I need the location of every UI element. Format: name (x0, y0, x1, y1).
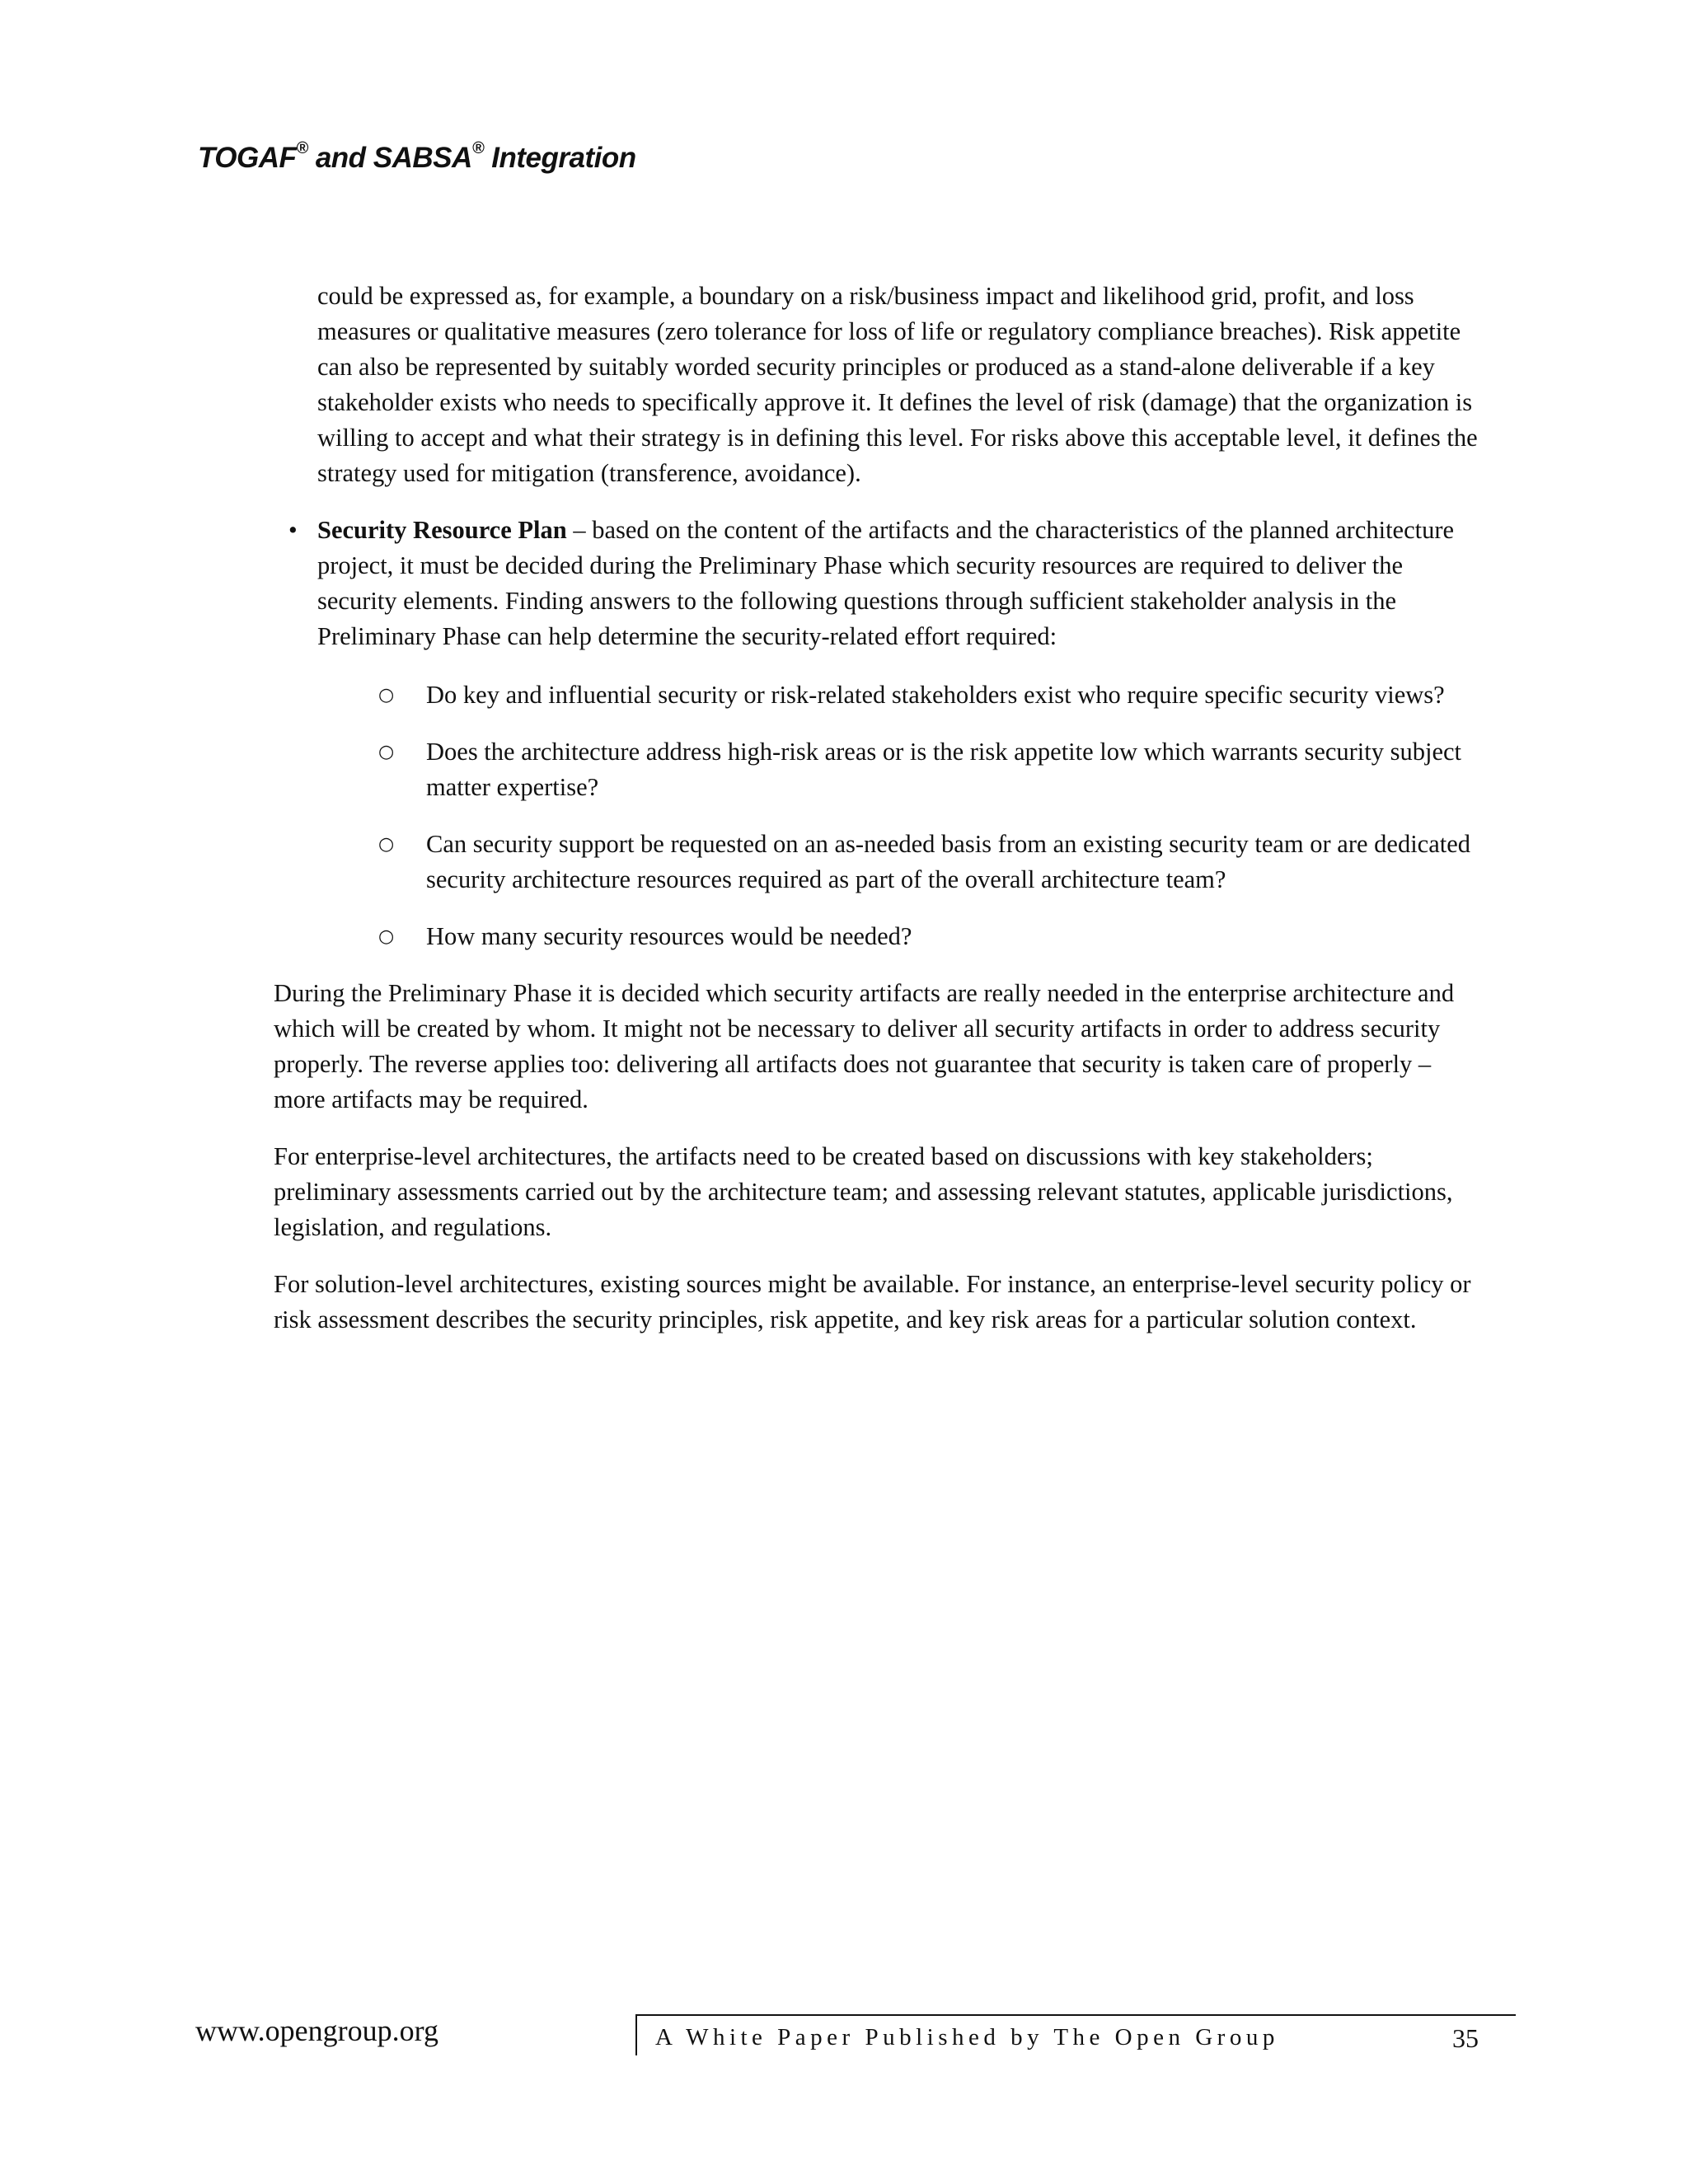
bullet-text: – based on the content of the artifacts and the characteristics of the planned architecture project, it must be decided during the Preliminary Phase which security resources are required to deliver the security elements. Finding answers to the following questions through sufficient stakeholder analysis in the Preliminary Phase can help determine the security-related effort required: (317, 516, 1455, 650)
bullet-item-security-resource-plan (288, 513, 1485, 654)
registered-mark: ® (471, 139, 485, 158)
bullet-marker: • (288, 516, 298, 544)
footer-website-link[interactable]: www.opengroup.org (195, 2014, 438, 2047)
hollow-circle-bullet: ○ (378, 742, 395, 762)
list-item (378, 919, 1485, 954)
header-title-sabsa: and SABSA (307, 142, 472, 174)
footer-publisher-text: A White Paper Published by The Open Group (655, 2024, 1279, 2050)
footer-divider-vertical (635, 2014, 637, 2055)
question-text: Can security support be requested on an as-needed basis from an existing security team or are dedicated security architecture resources required as part of the overall architecture team? (426, 830, 1471, 893)
hollow-circle-bullet: ○ (378, 926, 395, 947)
question-text: Do key and influential security or risk-related stakeholders exist who require specific security views? (426, 681, 1445, 709)
bullet-term: Security Resource Plan (317, 516, 567, 544)
header-title-togaf: TOGAF (198, 142, 297, 174)
page-body (274, 279, 1485, 1359)
paragraph-preliminary-phase: During the Preliminary Phase it is decided which security artifacts are really needed in the enterprise architecture and which will be created by whom. It might not be necessary to deliver all security artifacts in order to address security properly. The reverse applies too: delivering all artifacts does not guarantee that security is taken care of properly – more artifacts may be required. (274, 979, 1455, 1113)
question-list (378, 677, 1485, 954)
page-number: 35 (1452, 2023, 1479, 2053)
question-text: How many security resources would be needed? (426, 922, 912, 950)
registered-mark: ® (296, 139, 308, 158)
hollow-circle-bullet: ○ (378, 685, 395, 705)
paragraph-solution-level: For solution-level architectures, existing sources might be available. For instance, an enterprise-level security policy or risk assessment describes the security principles, risk appetite, and key risk areas for a particular solution context. (274, 1270, 1471, 1333)
document-header-title (198, 139, 636, 175)
intro-paragraph: could be expressed as, for example, a boundary on a risk/business impact and likelihood grid, profit, and loss measures or qualitative measures (zero tolerance for loss of life or regulatory compliance breaches). Risk appetite can also be represented by suitably worded security principles or produced as a stand-alone deliverable if a key stakeholder exists who needs to specifically approve it. It defines the level of risk (damage) that the organization is willing to accept and what their strategy is in defining this level. For risks above this acceptable level, it defines the strategy used for mitigation (transference, avoidance). (317, 282, 1478, 487)
list-item (378, 827, 1485, 898)
question-text: Does the architecture address high-risk areas or is the risk appetite low which warrants security subject matter expertise? (426, 738, 1462, 801)
paragraph-enterprise-level: For enterprise-level architectures, the artifacts need to be created based on discussions with key stakeholders; preliminary assessments carried out by the architecture team; and assessing relevant statutes, applicable jurisdictions, legislation, and regulations. (274, 1142, 1453, 1241)
footer-divider-horizontal (635, 2014, 1516, 2016)
list-item (378, 734, 1485, 805)
list-item (378, 677, 1485, 713)
header-title-integration: Integration (484, 142, 636, 174)
hollow-circle-bullet: ○ (378, 834, 395, 855)
